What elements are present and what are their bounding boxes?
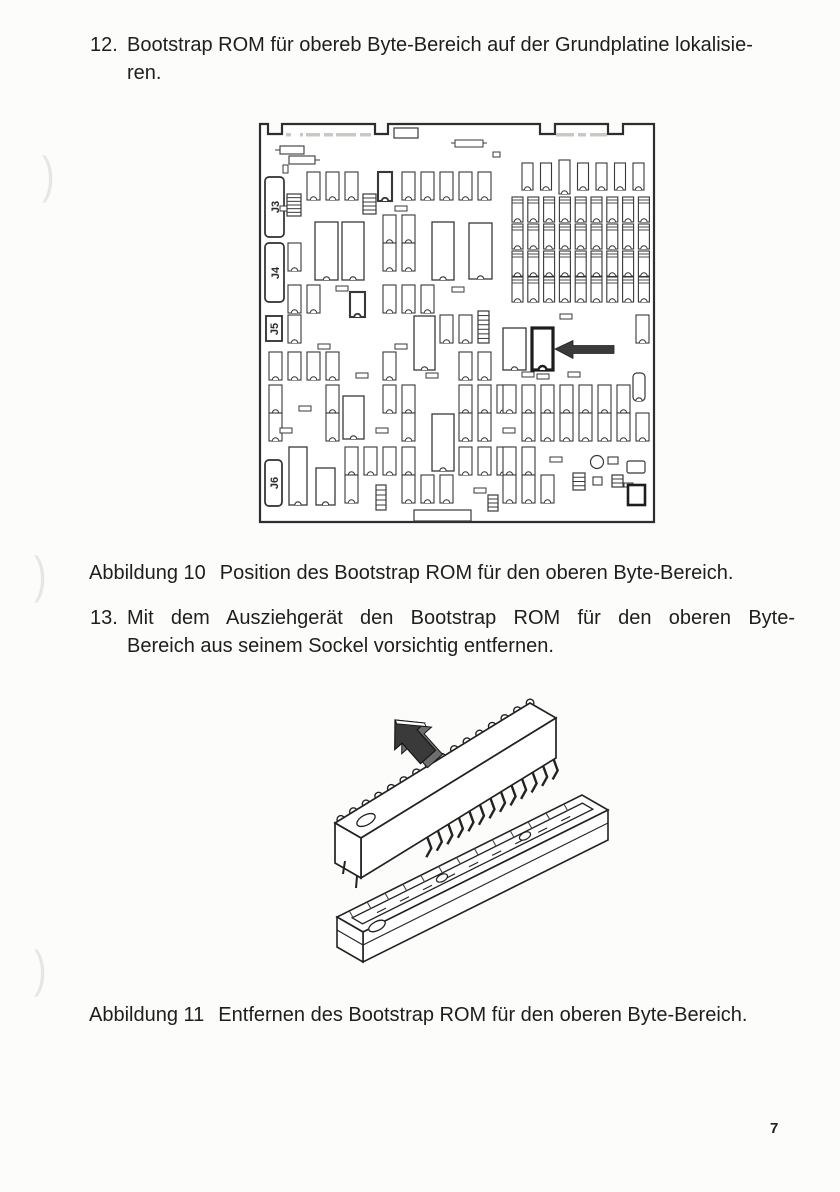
board-drawing: [260, 124, 654, 522]
step-number: 12.: [90, 34, 118, 56]
figure-circuit-board: [256, 116, 662, 530]
step-text-line: Bereich aus seinem Sockel vorsichtig entfernen.: [127, 635, 554, 657]
page-number: 7: [770, 1120, 779, 1137]
step-text-line: Bootstrap ROM für obereb Byte-Bereich auf der Grundplatine lokalisie-: [127, 34, 753, 56]
scan-artifact: ): [42, 147, 55, 203]
caption-abbildung-10: [89, 560, 733, 586]
step-13: [90, 604, 795, 660]
scan-artifact: ): [34, 547, 47, 603]
connector-label-j4: J4: [270, 266, 282, 280]
connector-label-j6: J6: [269, 476, 281, 490]
caption-abbildung-11: [89, 1002, 747, 1028]
scan-artifact: ): [34, 941, 47, 997]
step-number: 13.: [90, 607, 118, 629]
step-text-line: Mit dem Ausziehgerät den Bootstrap ROM für den oberen Byte-: [127, 607, 795, 629]
step-text-line: ren.: [127, 62, 162, 84]
connector-label-j5: J5: [269, 322, 281, 336]
connector-label-j3: J3: [270, 200, 282, 214]
caption-label: Abbildung 11: [89, 1004, 205, 1026]
step-12: [90, 31, 795, 87]
caption-text: Entfernen des Bootstrap ROM für den oberen Byte-Bereich.: [218, 1004, 748, 1026]
caption-text: Position des Bootstrap ROM für den oberen Byte-Bereich.: [219, 562, 734, 584]
caption-label: Abbildung 10: [89, 562, 206, 584]
removal-arrow: [395, 720, 443, 768]
bootstrap-rom-chip: [532, 328, 553, 370]
figure-chip-removal: [333, 680, 633, 975]
